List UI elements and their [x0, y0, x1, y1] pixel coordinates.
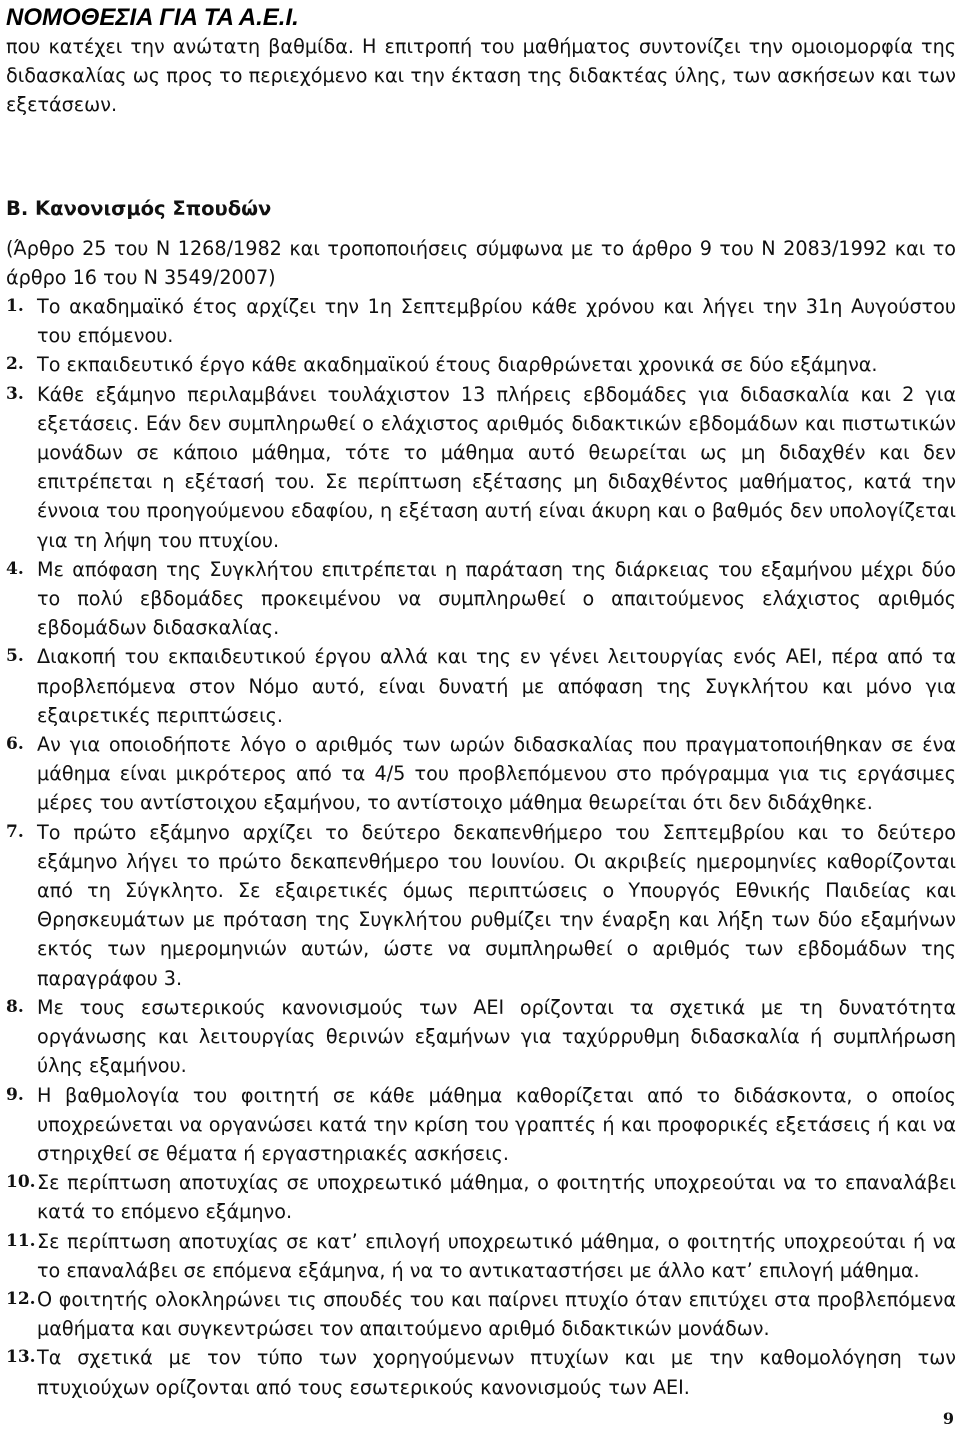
item-number: 10.	[6, 1172, 36, 1193]
list-item	[6, 380, 956, 555]
list-item	[6, 993, 956, 1081]
item-text: Κάθε εξάμηνο περιλαμβάνει τουλάχιστον 13 πλήρεις εβδομάδες για διδασκαλία και 2 για εξετάσεις. Εάν δεν συμπληρωθεί ο ελάχιστος αριθμός διδακτικών εβδομάδων και πιστωτικών μονάδων σε κάποιο μάθημα, τότε το μάθημα αυτό θεωρείται ως μη διδαχθέν και δεν επιτρέπεται η εξέτασή του. Σε περίπτωση εξέτασης μη διδαχθέντος μαθήματος, κατά την έννοια του προηγούμενου εδαφίου, η εξέταση αυτή είναι άκυρη και ο βαθμός δεν υπολογίζεται για τη λήψη του πτυχίου.	[37, 382, 956, 552]
item-number: 7.	[6, 821, 24, 842]
page-content	[6, 32, 956, 1402]
list-item	[6, 350, 956, 379]
list-item	[6, 1168, 956, 1226]
item-text: Τα σχετικά με τον τύπο των χορηγούμενων πτυχίων και με την καθομολόγηση των πτυχιούχων ορίζονται από τους εσωτερικούς κανονισμούς των ΑΕΙ.	[37, 1346, 956, 1399]
item-text: Σε περίπτωση αποτυχίας σε κατ’ επιλογή υποχρεωτικό μάθημα, ο φοιτητής υποχρεούται ή να το επαναλάβει σε επόμενα εξάμηνα, ή να το αντικαταστήσει με άλλο κατ’ επιλογή μάθημα.	[37, 1229, 956, 1282]
item-number: 11.	[6, 1230, 36, 1251]
item-number: 12.	[6, 1288, 36, 1309]
item-text: Το εκπαιδευτικό έργο κάθε ακαδημαϊκού έτους διαρθρώνεται χρονικά σε δύο εξάμηνα.	[37, 353, 878, 377]
list-item	[6, 292, 956, 350]
item-text: Το ακαδημαϊκό έτος αρχίζει την 1η Σεπτεμβρίου κάθε χρόνου και λήγει την 31η Αυγούστου του επόμενου.	[37, 295, 956, 348]
item-text: Με τους εσωτερικούς κανονισμούς των ΑΕΙ ορίζονται τα σχετικά με τη δυνατότητα οργάνωσης και λειτουργίας θερινών εξαμήνων για ταχύρρυθμη διδασκαλία ή συμπλήρωση ύλης εξαμήνου.	[37, 995, 956, 1078]
item-number: 4.	[6, 558, 24, 579]
intro-paragraph: που κατέχει την ανώτατη βαθμίδα. Η επιτροπή του μαθήματος συντονίζει την ομοιομορφία της διδασκαλίας ως προς το περιεχόμενο και την έκταση της διδακτέας ύλης, των ασκήσεων και των εξετάσεων.	[6, 35, 956, 117]
list-item	[6, 818, 956, 993]
item-number: 9.	[6, 1084, 24, 1105]
item-number: 2.	[6, 354, 24, 375]
item-text: Διακοπή του εκπαιδευτικού έργου αλλά και της εν γένει λειτουργίας ενός ΑΕΙ, πέρα από τα προβλεπόμενα στον Νόμο αυτό, είναι δυνατή με απόφαση της Συγκλήτου και μόνο για εξαιρετικές περιπτώσεις.	[37, 645, 956, 727]
item-text: Αν για οποιοδήποτε λόγο ο αριθμός των ωρών διδασκαλίας που πραγματοποιήθηκαν σε ένα μάθημα είναι μικρότερος από τα 4/5 του προβλεπόμενου στο πρόγραμμα για τις εργάσιμες μέρες του αντίστοιχου εξαμήνου, το αντίστοιχο μάθημα θεωρείται ότι δεν διδάχθηκε.	[37, 733, 956, 815]
item-number: 6.	[6, 734, 24, 755]
list-item	[6, 1081, 956, 1169]
page-number: 9	[942, 1409, 954, 1428]
item-text: Το πρώτο εξάμηνο αρχίζει το δεύτερο δεκαπενθήμερο του Σεπτεμβρίου και το δεύτερο εξάμηνο λήγει το πρώτο δεκαπενθήμερο του Ιουνίου. Οι ακριβείς ημερομηνίες καθορίζονται από τη Σύγκλητο. Σε εξαιρετικές όμως περιπτώσεις ο Υπουργός Εθνικής Παιδείας και Θρησκευμάτων με πρόταση της Συγκλήτου ρυθμίζει την έναρξη και λήξη των δύο εξαμήνων εκτός των ημερομηνιών αυτών, ώστε να συμπληρωθεί ο αριθμός των εβδομάδων της παραγράφου 3.	[37, 820, 956, 990]
list-item	[6, 1343, 956, 1401]
item-number: 13.	[6, 1347, 36, 1368]
item-text: Ο φοιτητής ολοκληρώνει τις σπουδές του και παίρνει πτυχίο όταν επιτύχει στα προβλεπόμενα μαθήματα και συγκεντρώσει τον απαιτούμενο αριθμό διδακτικών μονάδων.	[37, 1287, 956, 1341]
running-header: ΝΟΜΟΘΕΣΙΑ ΓΙΑ ΤΑ Α.Ε.Ι.	[6, 4, 299, 31]
list-item	[6, 1227, 956, 1285]
item-text: Η βαθμολογία του φοιτητή σε κάθε μάθημα καθορίζεται από το διδάσκοντα, ο οποίος υποχρεώνεται να οργανώσει κατά την κρίση του γραπτές ή και προφορικές εξετάσεις ή και να στηριχθεί σε θέματα ή εργαστηριακές ασκήσεις.	[37, 1083, 956, 1165]
list-item	[6, 1285, 956, 1343]
section-title: Β. Κανονισμός Σπουδών	[6, 196, 272, 220]
regulation-list	[6, 292, 956, 1402]
law-reference: (Άρθρο 25 του Ν 1268/1982 και τροποποιήσεις σύμφωνα με το άρθρο 9 του Ν 2083/1992 και το άρθρο 16 του Ν 3549/2007)	[6, 236, 956, 289]
item-number: 8.	[6, 996, 24, 1017]
item-number: 1.	[6, 296, 24, 317]
item-text: Με απόφαση της Συγκλήτου επιτρέπεται η παράταση της διάρκειας του εξαμήνου μέχρι δύο το πολύ εβδομάδες προκειμένου να συμπληρωθεί ο απαιτούμενος ελάχιστος αριθμός εβδομάδων διδασκαλίας.	[37, 557, 956, 640]
list-item	[6, 730, 956, 818]
list-item	[6, 555, 956, 643]
item-text: Σε περίπτωση αποτυχίας σε υποχρεωτικό μάθημα, ο φοιτητής υποχρεούται να το επαναλάβει κατά το επόμενο εξάμηνο.	[37, 1171, 956, 1224]
item-number: 5.	[6, 646, 24, 667]
list-item	[6, 642, 956, 730]
item-number: 3.	[6, 383, 24, 404]
